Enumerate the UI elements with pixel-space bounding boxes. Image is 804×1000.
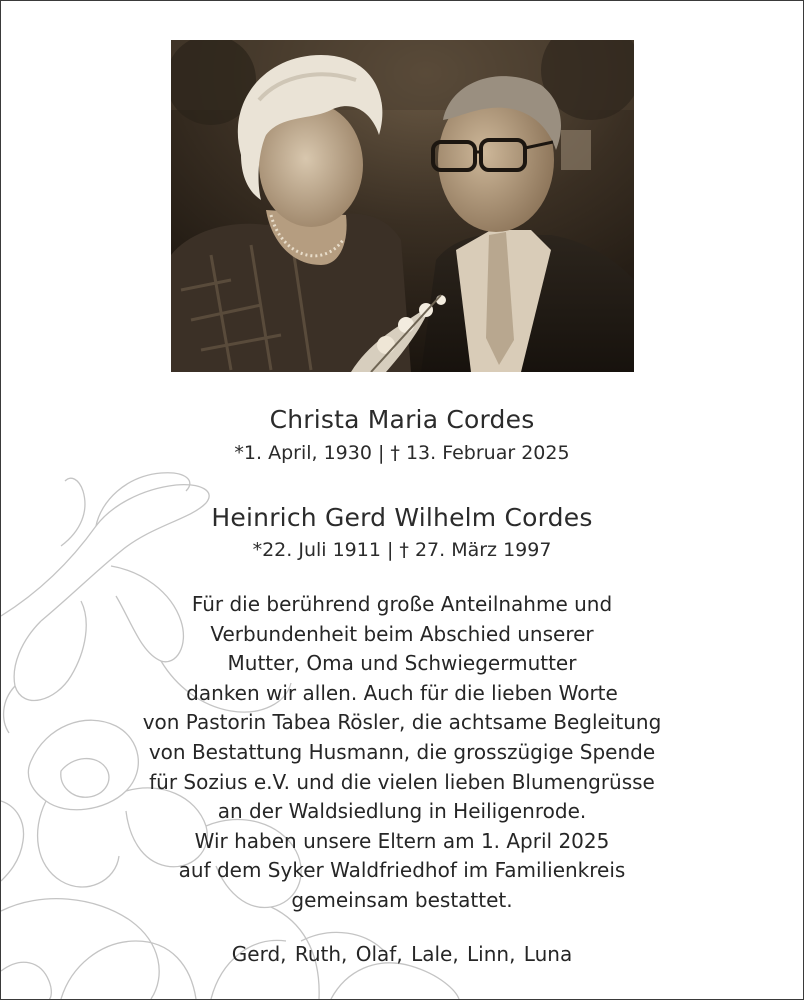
message-line: gemeinsam bestattet. <box>291 887 513 912</box>
person1-dates: *1. April, 1930 | † 13. Februar 2025 <box>234 442 570 464</box>
person2-dates: *22. Juli 1911 | † 27. März 1997 <box>252 539 552 561</box>
message-line: Verbundenheit beim Abschied unserer <box>210 621 594 646</box>
couple-photo <box>171 40 634 372</box>
message-line: danken wir allen. Auch für die lieben Worte <box>186 680 618 705</box>
message-line: an der Waldsiedlung in Heiligenrode. <box>217 799 587 824</box>
message-line: von Bestattung Husmann, die grosszügige Spende <box>148 739 656 764</box>
message-line: auf dem Syker Waldfriedhof im Familienkreis <box>178 858 626 883</box>
person2-name: Heinrich Gerd Wilhelm Cordes <box>211 503 593 532</box>
message-line: von Pastorin Tabea Rösler, die achtsame Begleitung <box>142 710 662 735</box>
family-signature: Gerd, Ruth, Olaf, Lale, Linn, Luna <box>231 942 573 966</box>
person1-name: Christa Maria Cordes <box>269 405 535 434</box>
message-line: Mutter, Oma und Schwiegermutter <box>227 651 577 676</box>
message-line: Für die berührend große Anteilnahme und <box>191 592 613 616</box>
thank-you-message <box>1 590 803 916</box>
message-line: Wir haben unsere Eltern am 1. April 2025 <box>194 828 610 853</box>
message-line: für Sozius e.V. und die vielen lieben Blumengrüsse <box>149 769 655 794</box>
